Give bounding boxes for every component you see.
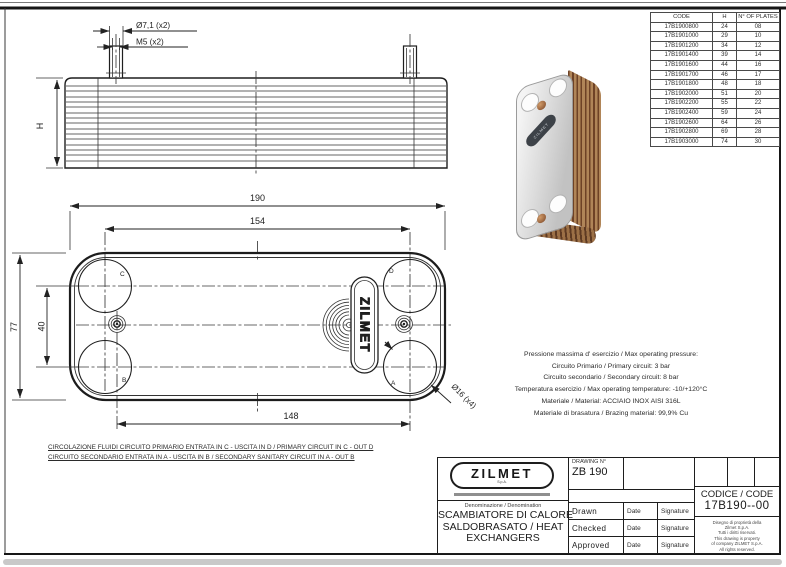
plates-table bbox=[650, 12, 780, 147]
bolt-right bbox=[396, 316, 413, 333]
dim-thread-label: M5 (x2) bbox=[136, 37, 164, 47]
drawing-number-label: DRAWING N° bbox=[572, 459, 607, 465]
dim-148-label: 148 bbox=[283, 411, 299, 421]
title-block-middle bbox=[569, 458, 695, 553]
dim-H bbox=[35, 78, 63, 168]
bolt-left bbox=[109, 316, 126, 333]
empty-strip bbox=[569, 490, 694, 503]
copper-stud bbox=[537, 213, 546, 225]
port-hole bbox=[549, 76, 567, 100]
table-row: 17B1903000 74 30 bbox=[651, 137, 780, 147]
zilmet-logo-text: ZILMET bbox=[471, 466, 533, 481]
denomination-line: SCAMBIATORE DI CALORE bbox=[438, 509, 573, 521]
table-row: 17B1901200 34 12 bbox=[651, 41, 780, 51]
empty-cell bbox=[624, 458, 694, 489]
dim-148 bbox=[117, 411, 410, 424]
spec-line: Circuito secondario / Secondary circuit: 8 bar bbox=[543, 374, 679, 382]
port-b-label: B bbox=[122, 377, 127, 384]
table-row: 17B1901000 29 10 bbox=[651, 32, 780, 42]
code-value: 17B190--00 bbox=[704, 500, 770, 512]
dim-154 bbox=[105, 216, 410, 229]
dim-H-label: H bbox=[35, 122, 45, 130]
empty-cells-row bbox=[695, 458, 779, 487]
circulation-line-1: CIRCOLAZIONE FLUIDI CIRCUITO PRIMARIO ENTRATA IN C - USCITA IN D / PRIMARY CIRCUIT IN C - OUT D bbox=[48, 444, 374, 451]
signature-row-approved: Approved Date Signature bbox=[569, 537, 694, 553]
title-block bbox=[437, 457, 780, 554]
table-header-row bbox=[651, 13, 780, 23]
zilmet-logo-sub: S.p.A. bbox=[497, 480, 507, 484]
col-plates: N° OF PLATES bbox=[737, 13, 780, 23]
dim-190-label: 190 bbox=[249, 193, 266, 203]
table-row: 17B1902400 59 24 bbox=[651, 108, 780, 118]
table-row: 17B1901700 46 17 bbox=[651, 70, 780, 80]
table-row: 17B1900800 24 08 bbox=[651, 22, 780, 32]
spec-line: Materiale / Material: ACCIAIO INOX AISI 316L bbox=[541, 397, 681, 405]
dim-77-label: 77 bbox=[9, 321, 19, 333]
centerlines bbox=[76, 232, 451, 431]
dim-154-label: 154 bbox=[249, 216, 266, 226]
denomination-label: Denominazione / Denomination bbox=[464, 503, 542, 509]
table-row: 17B1902000 51 20 bbox=[651, 89, 780, 99]
zilmet-badge bbox=[524, 112, 559, 149]
scan-shadow-bar bbox=[3, 559, 782, 565]
port-hole bbox=[521, 91, 539, 115]
table-row: 17B1901600 44 16 bbox=[651, 60, 780, 70]
port-c-label: C bbox=[120, 271, 125, 278]
denomination-line: SALDOBRASATO / HEAT bbox=[442, 520, 564, 533]
port-d-label: D bbox=[389, 268, 394, 275]
denomination-cell bbox=[438, 501, 573, 553]
table-row: 17B1902800 69 28 bbox=[651, 128, 780, 138]
side-view bbox=[35, 21, 447, 175]
empty-cell bbox=[755, 458, 779, 486]
stud-right bbox=[400, 34, 420, 84]
logo-address-line bbox=[454, 493, 550, 496]
spec-line: Circuito Primario / Primary circuit: 3 bar bbox=[551, 362, 671, 370]
circulation-line-2: CIRCUITO SECONDARIO ENTRATA IN A - USCITA IN B / SECONDARY SANITARY CIRCUIT IN A - OUT B bbox=[48, 453, 355, 461]
logo-cell bbox=[438, 458, 568, 501]
plates-table-wrap bbox=[650, 12, 780, 147]
dim-40-label: 40 bbox=[36, 321, 47, 332]
table-row: 17B1902200 55 22 bbox=[651, 99, 780, 109]
zilmet-logo bbox=[450, 462, 554, 489]
spec-line: Temperatura esercizio / Max operating temperature: -10/+120°C bbox=[514, 386, 708, 394]
port-a-label: A bbox=[391, 380, 396, 387]
dim-hole-label: Ø7,1 (x2) bbox=[136, 21, 171, 30]
empty-cell bbox=[695, 458, 728, 486]
dim-40 bbox=[36, 286, 78, 367]
front-plate-3d bbox=[516, 71, 573, 242]
title-block-right bbox=[695, 458, 779, 553]
table-row: 17B1902600 64 26 bbox=[651, 118, 780, 128]
drawing-number-value: ZB 190 bbox=[572, 465, 608, 478]
spec-line: Pressione massima d' esercizio / Max operating pressure: bbox=[524, 351, 698, 358]
signature-row-drawn: Drawn Date Signature bbox=[569, 503, 694, 520]
denomination-line: EXCHANGERS bbox=[466, 532, 540, 544]
col-code: CODE bbox=[651, 13, 713, 23]
zilmet-badge-text: ZILMET bbox=[532, 121, 550, 140]
col-h: H bbox=[713, 13, 737, 23]
plate-logo-text: ZILMET bbox=[357, 297, 373, 353]
plate-logo bbox=[351, 277, 378, 373]
front-view bbox=[9, 193, 478, 431]
circulation-note bbox=[48, 443, 373, 462]
heat-exchanger-photo bbox=[516, 66, 626, 246]
code-label: CODICE / CODE bbox=[700, 489, 774, 500]
empty-cell bbox=[728, 458, 755, 486]
drawing-number-cell bbox=[569, 458, 624, 489]
signature-row-checked: Checked Date Signature bbox=[569, 520, 694, 537]
operating-specs bbox=[449, 349, 770, 419]
table-row: 17B1901400 39 14 bbox=[651, 51, 780, 61]
copper-stud bbox=[537, 100, 546, 112]
drawing-number-row bbox=[569, 458, 694, 490]
code-cell bbox=[695, 487, 779, 517]
table-row: 17B1901800 48 18 bbox=[651, 80, 780, 90]
title-block-left bbox=[438, 458, 573, 553]
port-hole bbox=[549, 192, 567, 216]
copyright-cell: Disegno di proprietà della Zilmet S.p.A. Tutti i diritti riservati. This drawing is property of company ZILMET S.p.A. All rights reserved. bbox=[711, 519, 763, 552]
dim-port-dia-label: Ø16 (x4) bbox=[449, 382, 478, 411]
spec-line: Materiale di brasatura / Brazing material: 99,9% Cu bbox=[533, 409, 689, 417]
ports bbox=[79, 260, 437, 394]
